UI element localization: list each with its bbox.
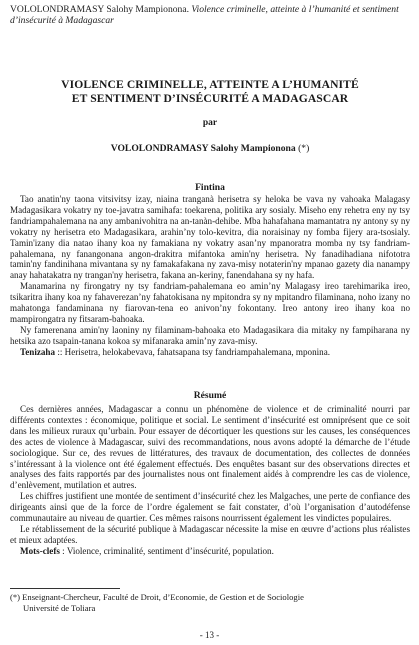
header-title: Violence criminelle, atteinte à l’humanité et sentiment d’insécurité à Madagascar — [10, 4, 399, 26]
fintina-keywords — [10, 347, 410, 358]
article-title-line-1: VIOLENCE CRIMINELLE, ATTEINTE A L’HUMANITÉ — [61, 78, 359, 91]
resume-paragraph-1: Ces dernières années, Madagascar a connu un phénomène de violence et de criminalité nourri par différents contextes : économique, politique et social. Le sentiment d’insécurité est omniprésent que ce soit dans les milieux ruraux qu’urbain. Pour essayer de décortiquer les questions sur les causes, les conséquences des actes de violence à Madagascar, suivi des recommandations, nous avons adopté la démarche de l’étude sociologique. Sur ce, des revues de littératures, des travaux de documentation, des collectes de données s’intéressant à la violence ont été également effectués. Des enquêtes basant sur des observations directes et analyses des faits rapportés par des journalistes nous ont finalement aidés à comprendre les cas de violence, d’enlèvement, mutilation et autres. — [10, 404, 410, 491]
fintina-keywords-label: Tenizaha — [20, 346, 56, 357]
footnote-line-2: Université de Toliara — [23, 602, 96, 613]
resume-heading: Résumé — [193, 390, 227, 401]
resume-abstract — [10, 404, 410, 557]
author-line — [20, 143, 400, 154]
page-number: - 13 - — [199, 630, 220, 640]
by-label: par — [202, 118, 218, 128]
fintina-paragraph-3: Ny famerenana amin'ny laoniny ny filaminam-bahoaka eto Madagasikara dia mitaky ny fampiharana ny hetsika azo tsapain-tanana kokoa sy mifanaraka amin’ny zava-misy. — [10, 324, 410, 346]
fintina-paragraph-2: Manamarina ny firongatry ny tsy fandriam-pahalemana eo amin’ny Malagasy ireo tarehimarika ireo, tsikaritra ihany koa ny fahaverezan’ny fahatokisana ny mpitondra sy ny mpitandro filaminana, noho izany no mahatonga fandaminana ny fiarovan-tena eo anivon’ny fokontany. Ireo antony ireo ihany koa no mampirongatra ny fitsaram-bahoaka. — [10, 281, 410, 324]
author-footnote — [10, 592, 410, 613]
running-header — [10, 4, 410, 26]
fintina-keywords-text: :: Herisetra, helokabevava, fahatsapana tsy fandriampahalemana, mponina. — [55, 346, 331, 357]
resume-keywords — [10, 546, 410, 557]
resume-paragraph-3: Le rétablissement de la sécurité publique à Madagascar nécessite la mise en œuvre d’actions plus réalistes et mieux adaptées. — [10, 523, 410, 545]
author-footnote-mark: (*) — [295, 143, 310, 154]
article-title — [20, 78, 400, 106]
header-author: VOLOLONDRAMASY Salohy Mampionona. — [10, 4, 189, 15]
fintina-heading: Fintina — [195, 182, 225, 193]
resume-paragraph-2: Les chiffres justifient une montée de sentiment d’insécurité chez les Malgaches, une perte de confiance des dirigeants ainsi que de la force de l’ordre également se fait constater, d’où l’organisation d’autodéfense communautaire au niveau de quartier. Ces mêmes raisons nourrissent également les vindictes populaires. — [10, 491, 410, 524]
fintina-paragraph-1: Tao anatin'ny taona vitsivitsy izay, niaina tranganà herisetra sy heloka be vava ny vahoaka Malagasy Madagasikara vokatry ny toe-javatra samihafa: toekarena, politika ary sosialy. Miseho eny rehetra eny ny tsy fandriampahalemana na any ambanivohitra na an-tanàn-dehibe. Mba hahafahana mamantatra ny antony sy ny vokatry ny herisetra eto Madagasikara, arahin’ny tolo-kevitra, dia noraisinay ny fomba fijery ara-tsosialy. Tamin'izany dia natao ihany koa ny famakiana ny vokatry asan’ny mpanoratra momba ny tsy fandriam-pahalemana, ny fanangonana angon-drakitra mifantoka amin'ny herisetra. Ny fanadihadiana nifototra tamin'ny fandinihana mivantana sy ny famakafakana ny zava-misy notaterin'ny mpanao gazety dia nanampy anay hahatakatra ny trangan'ny herisetra, fakana an-keriny, fanendahana sy ny hafa. — [10, 194, 410, 281]
fintina-abstract — [10, 194, 410, 358]
resume-keywords-label: Mots-clefs — [20, 545, 60, 556]
article-title-line-2: ET SENTIMENT D’INSÉCURITÉ A MADAGASCAR — [71, 92, 349, 105]
resume-keywords-text: : Violence, criminalité, sentiment d’insécurité, population. — [59, 545, 274, 556]
footnote-line-1: (*) Enseignant-Chercheur, Faculté de Droit, d’Economie, de Gestion et de Sociologie — [10, 592, 304, 602]
footnote-divider — [10, 588, 120, 589]
author-name: VOLOLONDRAMASY Salohy Mampionona — [110, 143, 296, 154]
